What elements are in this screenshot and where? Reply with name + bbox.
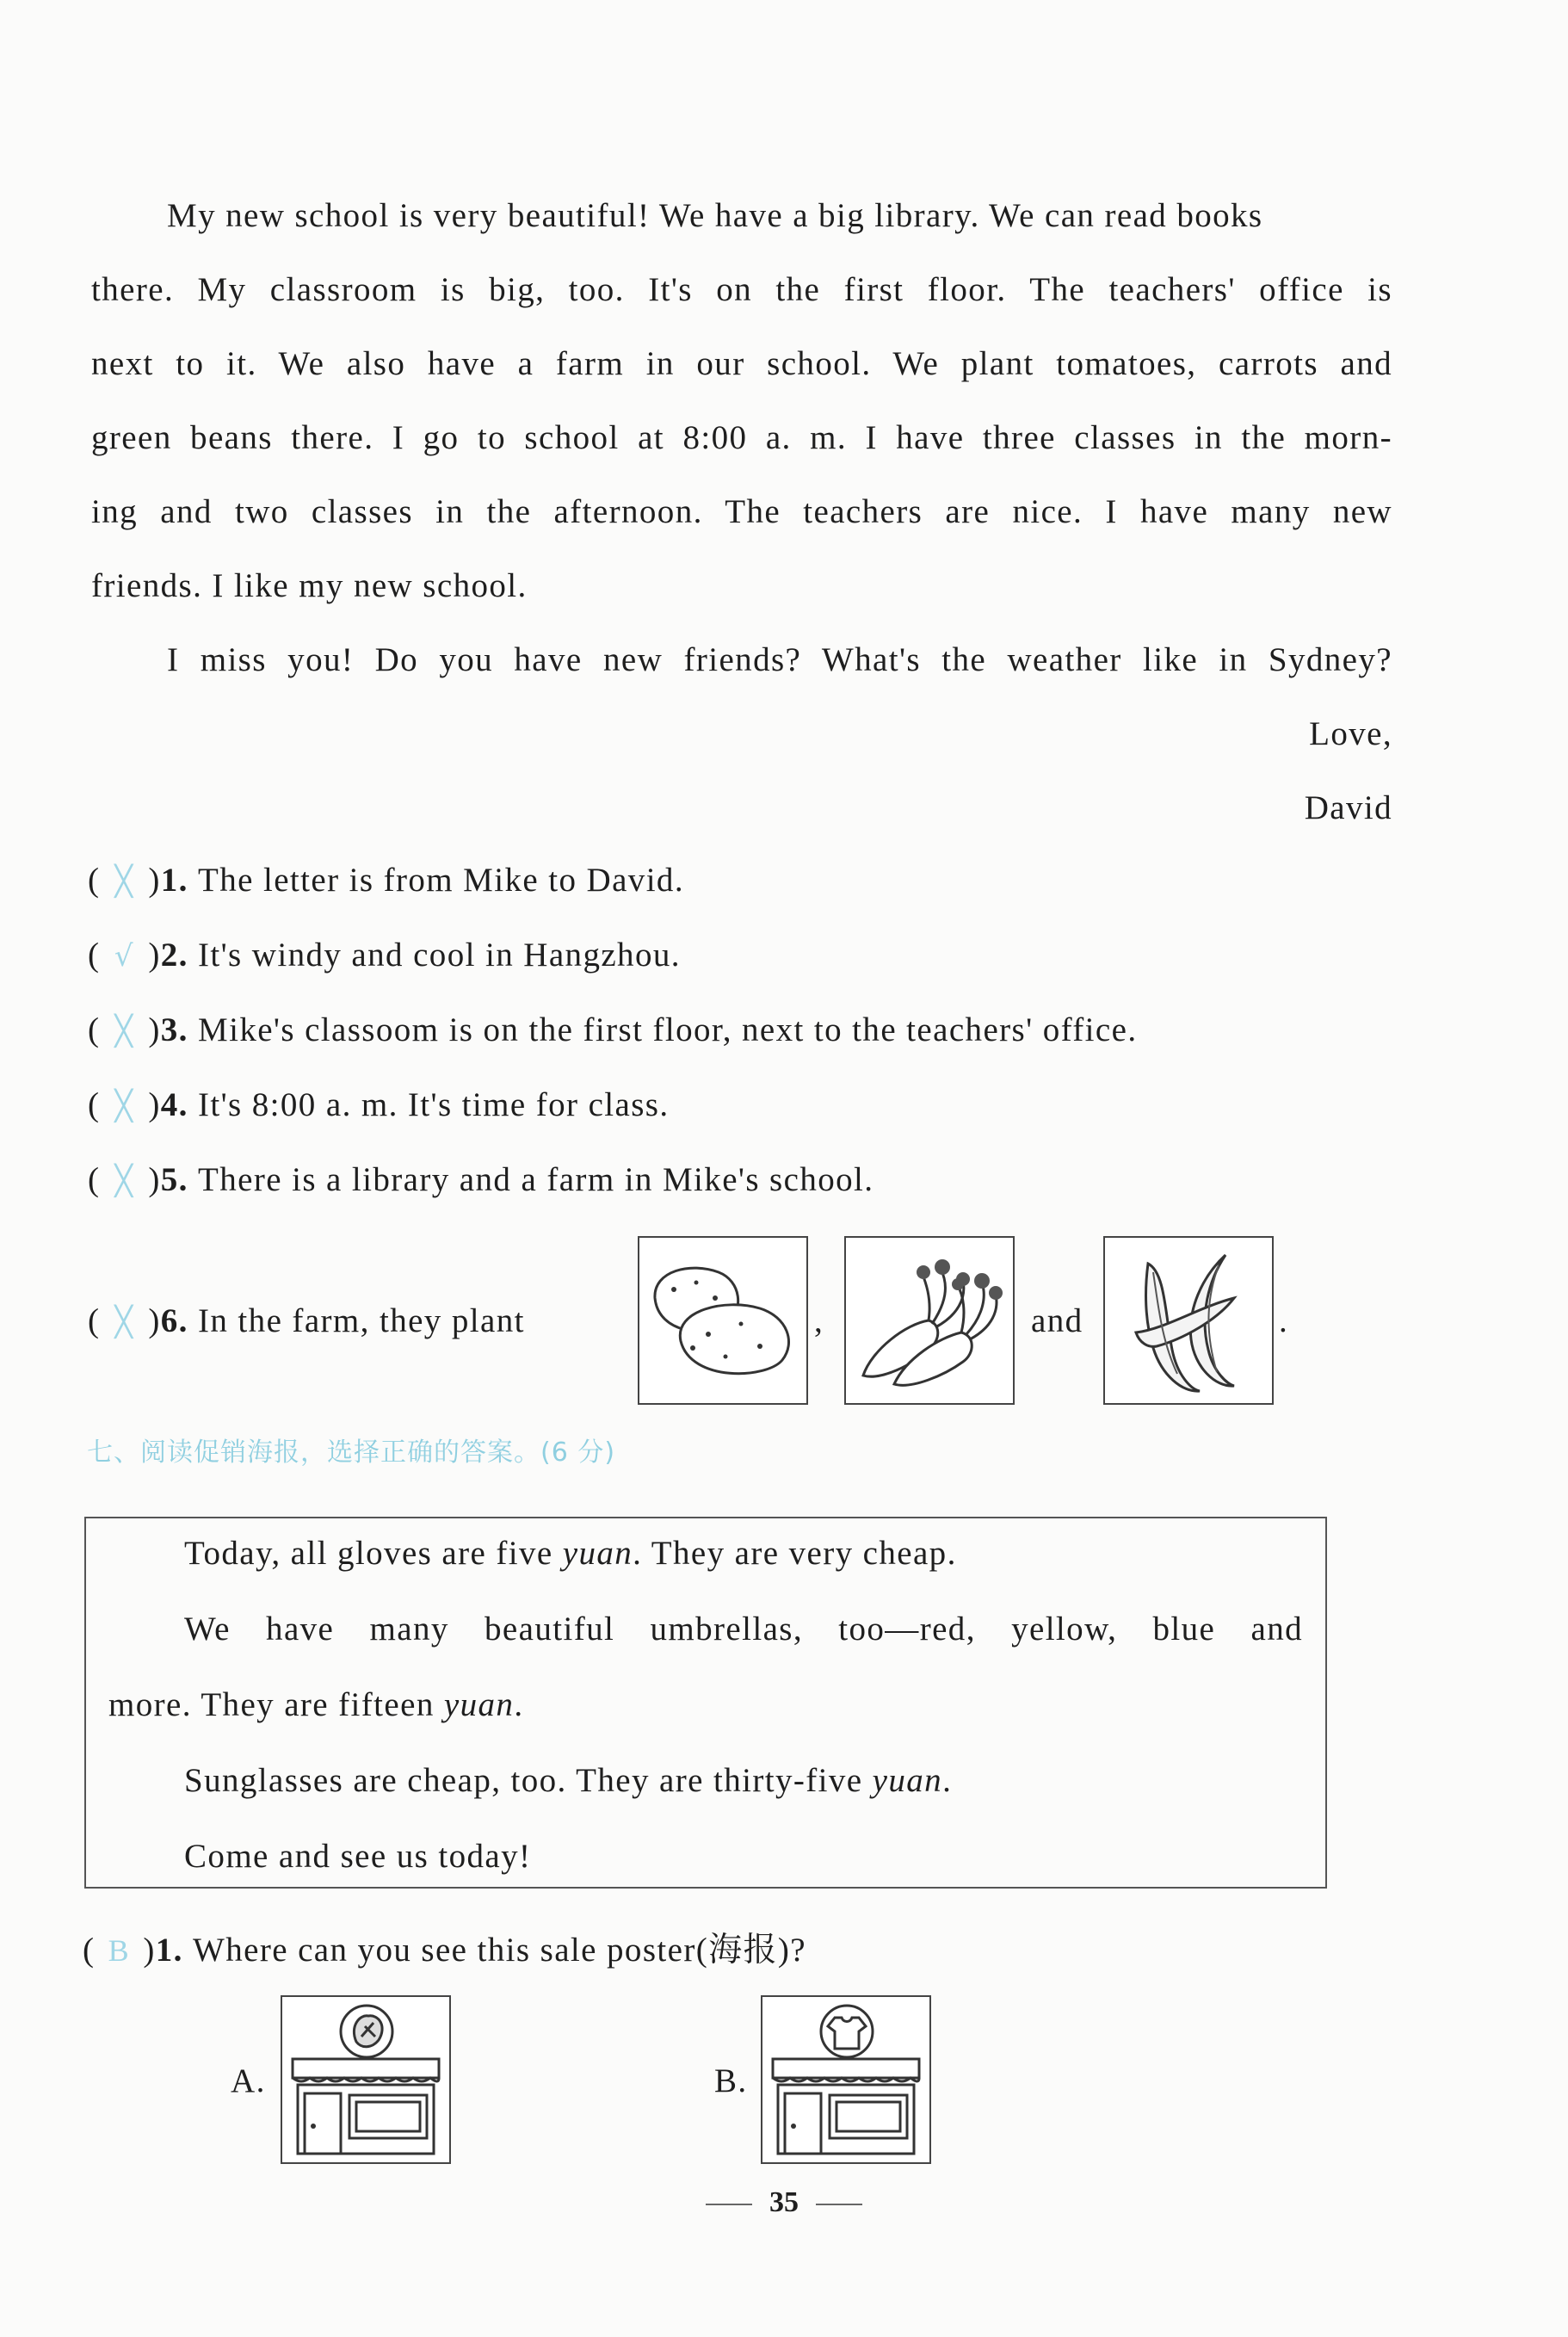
letter-line-6: friends. I like my new school. bbox=[91, 567, 528, 604]
carrot-icon bbox=[846, 1238, 1013, 1403]
text: Today, all gloves are five bbox=[184, 1535, 563, 1572]
sale-poster bbox=[84, 1517, 1327, 1889]
letter-signature: David bbox=[1304, 789, 1392, 826]
poster-line-5: Come and see us today! bbox=[184, 1838, 532, 1875]
text: . bbox=[942, 1762, 953, 1799]
question-1: ( B )1. Where can you see this sale poster(海报)? bbox=[83, 1932, 807, 1969]
judgement-item-6: ( ╳ )6. In the farm, they plant bbox=[88, 1302, 525, 1339]
option-a-label: A. bbox=[231, 2062, 266, 2099]
item-text: Mike's classoom is on the first floor, next to the teachers' office. bbox=[198, 1011, 1138, 1048]
item-text: It's 8:00 a. m. It's time for class. bbox=[198, 1086, 670, 1123]
green-bean-icon bbox=[1105, 1238, 1272, 1403]
answer-mark: ╳ bbox=[114, 1014, 134, 1048]
item-number: 1. bbox=[155, 1932, 183, 1969]
letter-closing: Love, bbox=[1309, 715, 1392, 752]
clothes-shop-icon bbox=[762, 1997, 929, 2162]
letter-line-3: next to it. We also have a farm in our school. We plant tomatoes, carrots and bbox=[91, 345, 1392, 382]
poster-line-3 bbox=[108, 1685, 523, 1724]
item-text: It's windy and cool in Hangzhou. bbox=[198, 937, 681, 974]
answer-mark: ╳ bbox=[114, 1089, 134, 1123]
item-text: Where can you see this sale poster(海报)? bbox=[193, 1932, 807, 1969]
text: My new school is very beautiful! We have a big library. We can read books bbox=[167, 197, 1263, 234]
comma: , bbox=[814, 1302, 824, 1339]
yuan-italic: yuan bbox=[562, 1535, 633, 1572]
judgement-item-5: ( ╳ )5. There is a library and a farm in Mike's school. bbox=[88, 1161, 874, 1198]
vegetable-shop-icon bbox=[282, 1997, 449, 2162]
poster-line-1 bbox=[184, 1534, 957, 1573]
item-number: 3. bbox=[160, 1011, 188, 1048]
item-number: 4. bbox=[160, 1086, 188, 1123]
yuan-italic: yuan bbox=[443, 1686, 515, 1723]
judgement-item-2: ( √ )2. It's windy and cool in Hangzhou. bbox=[88, 937, 681, 974]
item-text: The letter is from Mike to David. bbox=[198, 862, 684, 899]
dash-left bbox=[706, 2204, 752, 2205]
letter-paragraph-2: I miss you! Do you have new friends? What's the weather like in Sydney? bbox=[167, 641, 1392, 678]
item-number: 5. bbox=[160, 1161, 188, 1198]
letter-line-4: green beans there. I go to school at 8:00 a. m. I have three classes in the morn- bbox=[91, 419, 1392, 456]
potato-icon bbox=[639, 1238, 806, 1403]
letter-line-1 bbox=[167, 196, 1392, 235]
text: Sunglasses are cheap, too. They are thirty-five bbox=[184, 1762, 873, 1799]
dash-right bbox=[816, 2204, 862, 2205]
potato-picture bbox=[638, 1236, 808, 1405]
page-number-text: 35 bbox=[769, 2186, 799, 2218]
poster-line-4 bbox=[184, 1761, 952, 1800]
judgement-item-3: ( ╳ )3. Mike's classoom is on the first floor, next to the teachers' office. bbox=[88, 1011, 1138, 1048]
item-number: 1. bbox=[160, 862, 188, 899]
and-word: and bbox=[1031, 1302, 1083, 1339]
answer-mark: B bbox=[108, 1933, 131, 1968]
text: more. They are fifteen bbox=[108, 1686, 444, 1723]
yuan-italic: yuan bbox=[872, 1762, 943, 1799]
section-7-title: 七、阅读促销海报，选择正确的答案。(6 分) bbox=[87, 1437, 616, 1468]
option-b-picture bbox=[761, 1995, 931, 2164]
letter-line-2: there. My classroom is big, too. It's on the first floor. The teachers' office is bbox=[91, 271, 1392, 308]
page-number bbox=[0, 2186, 1568, 2219]
item-text: There is a library and a farm in Mike's school. bbox=[198, 1161, 874, 1198]
answer-mark: √ bbox=[114, 939, 134, 974]
poster-line-2: We have many beautiful umbrellas, too—red, yellow, blue and bbox=[184, 1611, 1303, 1648]
item-number: 2. bbox=[160, 937, 188, 974]
option-a-picture bbox=[281, 1995, 451, 2164]
judgement-item-1: ( ╳ )1. The letter is from Mike to David. bbox=[88, 862, 684, 899]
item-text: In the farm, they plant bbox=[198, 1302, 525, 1339]
letter-line-5: ing and two classes in the afternoon. The teachers are nice. I have many new bbox=[91, 493, 1392, 530]
green-bean-picture bbox=[1103, 1236, 1274, 1405]
judgement-item-4: ( ╳ )4. It's 8:00 a. m. It's time for class. bbox=[88, 1086, 670, 1123]
answer-mark: ╳ bbox=[114, 864, 134, 899]
period: . bbox=[1279, 1302, 1289, 1339]
item-number: 6. bbox=[160, 1302, 188, 1339]
carrot-picture bbox=[844, 1236, 1015, 1405]
answer-mark: ╳ bbox=[114, 1305, 134, 1339]
text: . bbox=[514, 1686, 524, 1723]
answer-mark: ╳ bbox=[114, 1164, 134, 1198]
option-b-label: B. bbox=[714, 2062, 748, 2099]
text: . They are very cheap. bbox=[633, 1535, 957, 1572]
